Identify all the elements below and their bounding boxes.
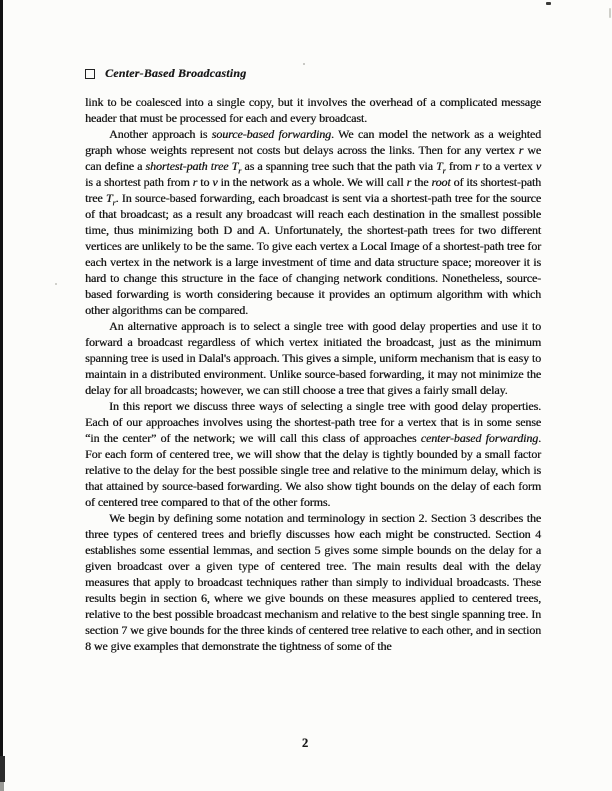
running-header-title: Center-Based Broadcasting [105,66,247,80]
scan-speck [609,8,611,18]
scan-speck [55,283,57,285]
page-number: 2 [301,736,309,750]
scan-edge-artifact-mid [0,756,5,782]
scan-edge-artifact-low [0,782,4,791]
scan-edge-artifact [0,0,3,758]
paragraph: We begin by defining some notation and terminology in section 2. Section 3 describes the three types of centered trees and briefly discusses how each might be constructed. Section 4 establishes some essential lemmas, and section 5 gives some simple bounds on the delay for a given broadcast over a given type of centered tree. The main results deal with the delay measures that apply to broadcast techniques rather than simply to individual broadcasts. These results begin in section 6, where we give bounds on these measures applied to centered trees, relative to the best possible broadcast mechanism and relative to the best single spanning tree. In section 7 we give bounds for the three kinds of centered tree relative to each other, and in section 8 we give examples that demonstrate the tightness of some of the [85,511,541,653]
running-header [85,66,246,81]
body-text [85,94,541,654]
paragraph: link to be coalesced into a single copy, but it involves the overhead of a complicated message header that must be processed for each and every broadcast. [85,95,541,125]
scan-speck [546,2,551,5]
open-square-icon [85,69,95,79]
paragraph: Another approach is source-based forwarding. We can model the network as a weighted graph whose weights represent not costs but delays across the links. Then for any vertex r we can define a shortest-path tree $T_r$ as a spanning tree such that the path via $T_r$ from r to a vertex v is a shortest path from r to v in the network as a whole. We will call r the root of its shortest-path tree $T_r$. In source-based forwarding, each broadcast is sent via a shortest-path tree for the source of that broadcast; as a result any broadcast will reach each destination in the smallest possible time, thus minimizing both D and A. Unfortunately, the shortest-path trees for two different vertices are unlikely to be the same. To give each vertex a Local Image of a shortest-path tree for each vertex in the network is a large investment of time and data structure space; moreover it is hard to change this structure in the face of changing network conditions. Nonetheless, source-based forwarding is worth considering because it provides an optimum algorithm with which other algorithms can be compared. [85,127,542,317]
scan-speck [303,63,305,65]
paragraph: An alternative approach is to select a single tree with good delay properties and use it to forward a broadcast regardless of which vertex initiated the broadcast, just as the minimum spanning tree is used in Dalal's approach. This gives a simple, uniform mechanism that is easy to maintain in a distributed environment. Unlike source-based forwarding, it may not minimize the delay for all broadcasts; however, we can still choose a tree that gives a fairly small delay. [85,319,541,397]
paragraph: In this report we discuss three ways of selecting a single tree with good delay properties. Each of our approaches involves using the shortest-path tree for a vertex that is in some sense “in the center” of the network; we will call this class of approaches center-based forwarding. For each form of centered tree, we will show that the delay is tightly bounded by a small factor relative to the delay for the best possible single tree and relative to the minimum delay, which is that attained by source-based forwarding. We also show tight bounds on the delay of each form of centered tree compared to that of the other forms. [85,399,541,509]
